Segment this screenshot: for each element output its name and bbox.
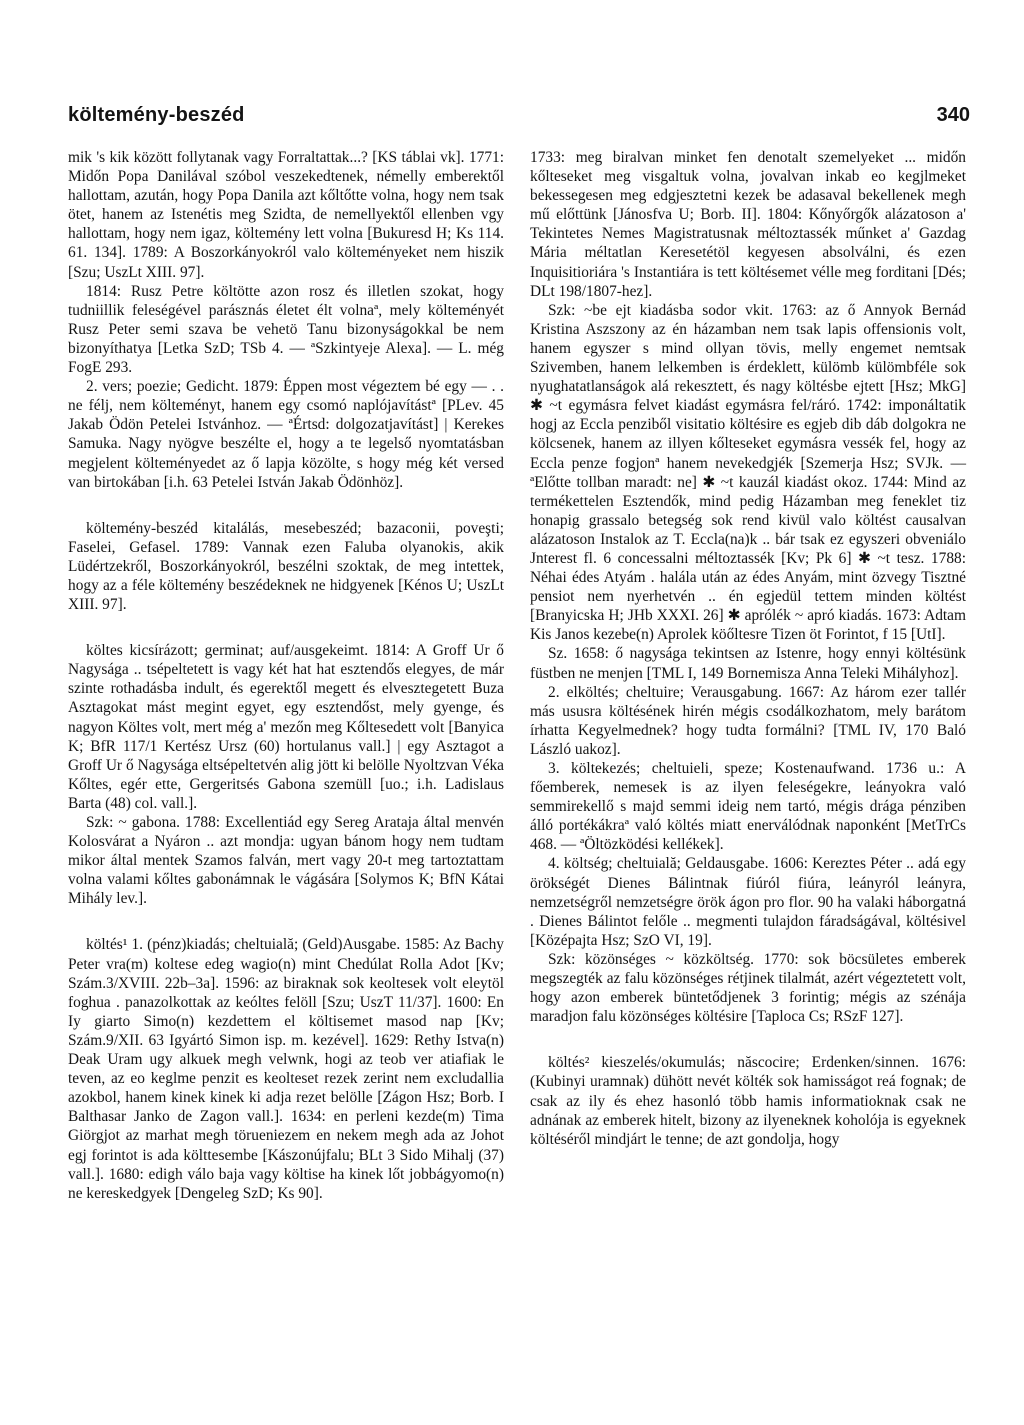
running-headword: költemény-beszéd bbox=[68, 104, 245, 126]
entry-subentry: Szk: közönséges ~ közköltség. 1770: sok böcsületes emberek megszegték az falu közönséges rétjinek tilalmát, azért végeztetett volt, hogy azon emberek büntetődjenek 3 forintig; mégis az szénája maradjon falu közönséges költésire [Taploca Cs; RSzF 127]. bbox=[530, 950, 966, 1026]
entry-subentry: Szk: ~be ejt kiadásba sodor vkit. 1763: az ő Annyok Bernád Kristina Aszszony az én házamban nem tsak lapis offensionis volt, hanem egyszer s mind ollyan tövis, melly engemet nemtsak Szivemben, hanem lelkemben is érdeklett, külömb külömbféle sok nyughatatlanságok alá rekesztett, és nagy költésbe ejtett [Hsz; MkG] ✱ ~t egymásra felvet kiadást egymásra fel/ráró. 1742: imponáltatik hogj az Eccla penziből visitatio költésire es egjeb dib dáb dolgokra ne kölcsenek, hanem az illyen kőlteseket egymásra vessék fel, hogy az Eccla penze fogjonª hanem nevekedgjék [Szemerja Hsz; SVJk. — ªElőtte tollban maradt: ne] ✱ ~t kauzál kiadást okoz. 1744: Mind az termékettelen Esztendők, mind pedig Házamban meg feneklet tiz honapig grassalo betegség sok rend kivül valo költést causalvan alázatoson Instalok az T. Eccla(na)k .. bár tsak ez egyszeri obveniálo Jnterest fl. 6 concessalni méltoztassék [Kv; Pk 6] ✱ ~t tesz. 1788: Néhai édes Atyám . halála után az édes Anyám, mint özvegy Tisztné pensiot nem nyerhetvén .. én egjedül tettem minden költést [Branyicska H; JHb XXXI. 26] ✱ aprólék ~ apró kiadás. 1673: Adtam Kis Janos kezebe(n) Aprolek köőltesre Tizen öt Forintot, f 15 [UtI]. bbox=[530, 301, 966, 644]
entry-sense: 2. elköltés; cheltuire; Verausgabung. 1667: Az három ezer tallér más ususra költésének hirén mégis csodálkozhatom, mely barátom írhatta Kegyelmednek? hogy tudta formálni? [TML IV, 170 Baló László uakoz]. bbox=[530, 683, 966, 758]
entry-headword-paragraph: költes kicsírázott; germinat; auf/ausgekeimt. 1814: A Groff Ur ő Nagysága .. tsépeltetett is vagy két hat hat esztendős elegyes, de már szinte rothadásba indult, és egerektől megett és elvesztegetett Buza Asztagokat mást megint egyet, egy esztendőst, mely gyenge, és nagyon Költes volt, mert még a' mezőn meg Kőltesedett volt [Banyica K; BfR 117/1 Kertész Ursz (60) hortulanus vall.] | egy Asztagot a Groff Ur ő Nagysága eltsépeltetvén alig jött ki belölle Nyoltzvan Véka Kőltes, egér ette, Gergeritsés Gabona szemüll [uo.; i.h. Ladislaus Barta (48) col. vall.]. bbox=[68, 642, 504, 812]
entry-sense: 4. költség; cheltuială; Geldausgabe. 1606: Kereztes Péter .. adá egy örökségét Dienes Bálintnak fiúról fiúra, leányról leányra, nemzetségről nemzetségre örök ágon pro flor. 90 ha valaki háborgatná . Dienes Bálintot felőle .. megmenti tulajdon fáradságával, költésivel [Középajta Hsz; SzO VI, 19]. bbox=[530, 855, 966, 949]
entry-text: 1733: meg biralvan minket fen denotalt szemelyeket ... midőn kőlteseket meg visgaltuk volna, jovalvan inkab eo kegjlmeket bekessegesen meg edgjesztetni kezek be adasaval bekellenek megh mű előttünk [Jánosfva U; Borb. II]. 1804: Kőnyőrgők alázatoson a' Tekintetes Nemes Magistratusnak méltoztassék műnket a' Gazdag Mária méltatlan Keresetétöl kegyesen absolválni, és ezen Inquisitioriára 's Instantiára is tett költésemet vélle meg forditani [Dés; DLt 198/1807-hez]. bbox=[530, 149, 966, 300]
entry-text: 1814: Rusz Petre költötte azon rosz és illetlen szokat, hogy tudniillik feleségével parásznás életet élt volnaª, mely költeményét Rusz Peter semi szava be vehetö Tanu bizonyságokkal be nem bizonyíthatya [Letka SzD; TSb 4. — ªSzkintyeje Alexa]. — L. még FogE 293. bbox=[68, 282, 504, 377]
page-header bbox=[68, 104, 970, 134]
left-column bbox=[68, 148, 504, 1203]
entry-headword-paragraph: költemény-beszéd kitalálás, mesebeszéd; bazaconii, poveşti; Faselei, Gefasel. 1789: Vannak ezen Faluba olyanokis, akik Lüdértzekről, Boszorkányokról, beszélni szoktak, de meg intettek, hogy az a féle költemény beszédeknek ne hidgyenek [Kénos U; UszLt XIII. 97]. bbox=[68, 519, 504, 614]
entry-sense: 2. vers; poezie; Gedicht. 1879: Éppen most végeztem bé egy — . . ne félj, nem költeményt, hanem egy csomó naplójavítástª [PLev. 45 Jakab Ödön Petelei Istvánhoz. — ªÉrtsd: dolgozatjavítást] | Kerekes Samuka. Nagy nyögve beszélte el, hogy a te legelső nyomtatásban megjelent költeményedet az ő lapja közölte, s hogy még két versed van birtokában [i.h. 63 Petelei István Jakab Ödönhöz]. bbox=[68, 378, 504, 491]
entry-subentry: Szk: ~ gabona. 1788: Excellentiád egy Sereg Arataja által menvén Kolosvárat a Nyáron .. azt mondja: ugyan bánom hogy nem tudtam mikor által mentek Szamos falván, mert vagy 20-t meg tartoztattam volna valami kőltes gabonámnak le vágására [Solymos K; BfN Kátai Mihály lev.]. bbox=[68, 814, 504, 908]
entry-sense: 3. költekezés; cheltuieli, speze; Kostenaufwand. 1736 u.: A főemberek, nemesek is az ilyen feleségekre, leányokra való semmirekellő s majd semmi ideig nem tartó, mégis drága pénziben álló portékákraª való költés miatt enerválódnak naponként [MetTrCs 468. — ªÖltözködési kellékek]. bbox=[530, 760, 966, 854]
entry-headword-paragraph: költés¹ 1. (pénz)kiadás; cheltuială; (Geld)Ausgabe. 1585: Az Bachy Peter vra(m) koltese edeg wagio(n) mint Chedúlat Rolla Adot [Kv; Szám.3/XVIII. 22b–3a]. 1596: az biraknak sok keoltesek volt eleytöl foghua . panazolkottak az keóltes felöll [Szu; UszT 11/37]. 1600: En Iy giarto Simo(n) kezdettem el költisemet masod nap [Kv; Szám.9/XII. 63 Igyártó Simon isp. m. kezével]. 1629: Rethy Istva(n) Deak Uram ugy alkuek megh velwnk, hogi az teob ver atiafiak le teven, az eo keglme penzit es keolteset rezek zerint nem excludallia azokbol, hanem kinek kinek ki adja rezet belölle [Zágon Hsz; Borb. I Balthasar Janko de Zagon vall.]. 1634: en perleni kezde(m) Tima Giörgjot az marhat megh törueniezem en nekem megh ada az Johot egj forintot is ada költtesembe [Kászonújfalu; BLt 3 Sido Mihalj (37) vall.]. 1680: edigh válo baja vagy költise ha kinek lőt jobbágyomo(n) ne kereskedgyek [Dengeleg SzD; Ks 90]. bbox=[68, 936, 504, 1202]
entry-headword-paragraph: költés² kieszelés/okumulás; născocire; Erdenken/sinnen. 1676: (Kubinyi uramnak) dühött nevét költék sok hamisságot reá fognak; de csak az ily és ehez hasonló több hamis informatioknak csak ne adnának az emberek hitelt, bizony az ilyeneknek koholója is egyeknek költéséről mindjárt le tenne; de azt gondolja, hogy bbox=[530, 1054, 966, 1148]
entry-subentry: Sz. 1658: ő nagysága tekintsen az Istenre, hogy ennyi költésünk füstben ne menjen [TML I, 149 Bornemisza Anna Teleki Mihályhoz]. bbox=[530, 645, 966, 682]
page-number: 340 bbox=[936, 104, 970, 126]
right-column bbox=[530, 148, 966, 1149]
entry-text: mik 's kik között follytanak vagy Forraltattak...? [KS táblai vk]. 1771: Midőn Popa Danilával szóbol veszekedtenek, némelly emberektől hallottam, azután, hogy Popa Danila azt kőltőtte volna, hogy nem tsak ötet, hanem az Istenétis meg Szidta, de nemellyektől ellenben vgy hallottam, hogy nem igaz, költemény lett volna [Bukuresd H; Ks 114. 61. 134]. 1789: A Boszorkányokról valo költeményeket nem hiszik [Szu; UszLt XIII. 97]. bbox=[68, 149, 504, 281]
